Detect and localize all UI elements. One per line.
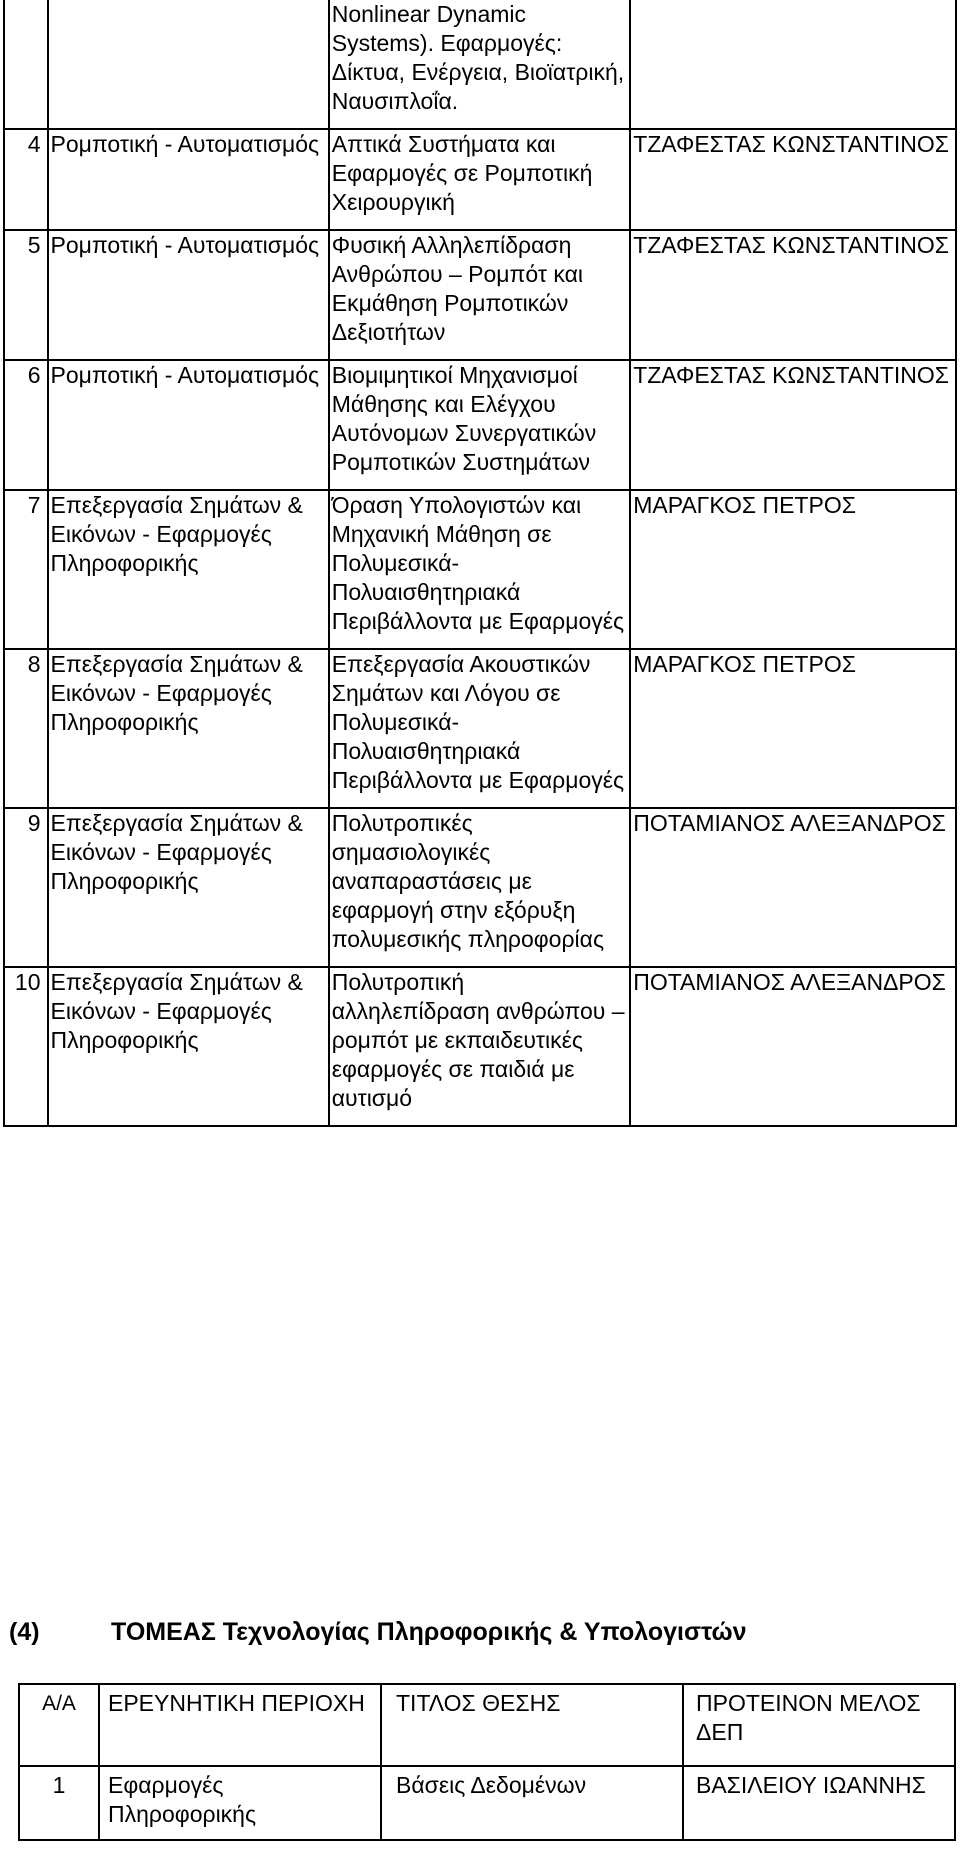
- faculty-member-cell: ΤΖΑΦΕΣΤΑΣ ΚΩΝΣΤΑΝΤΙΝΟΣ: [630, 360, 956, 490]
- research-area-cell: Επεξεργασία Σημάτων & Εικόνων - Εφαρμογές Πληροφορικής: [48, 808, 329, 967]
- research-area-cell: Εφαρμογές Πληροφορικής: [99, 1766, 381, 1840]
- row-number-cell: 4: [4, 129, 48, 230]
- faculty-member-cell: ΜΑΡΑΓΚΟΣ ΠΕΤΡΟΣ: [630, 490, 956, 649]
- research-area-cell: Ρομποτική - Αυτοματισμός: [48, 129, 329, 230]
- table-row: [4, 649, 956, 808]
- positions-table-section4: [18, 1683, 956, 1841]
- row-number-cell: 1: [19, 1766, 99, 1840]
- position-title-cell: Πολυτροπικές σημασιολογικές αναπαραστάσεις με εφαρμογή στην εξόρυξη πολυμεσικής πληροφορίας: [329, 808, 630, 967]
- row-number-cell: 7: [4, 490, 48, 649]
- row-number-cell: 10: [4, 967, 48, 1126]
- table-row: [4, 808, 956, 967]
- section-title: ΤΟΜΕΑΣ Τεχνολογίας Πληροφορικής & Υπολογιστών: [111, 1618, 747, 1646]
- header-cell-research-area: ΕΡΕΥΝΗΤΙΚΗ ΠΕΡΙΟΧΗ: [99, 1684, 381, 1766]
- row-number-cell: 8: [4, 649, 48, 808]
- table-row: [4, 129, 956, 230]
- research-area-cell: [48, 0, 329, 129]
- research-area-cell: Ρομποτική - Αυτοματισμός: [48, 360, 329, 490]
- research-area-cell: Ρομποτική - Αυτοματισμός: [48, 230, 329, 360]
- faculty-member-cell: ΜΑΡΑΓΚΟΣ ΠΕΤΡΟΣ: [630, 649, 956, 808]
- table-row: [4, 490, 956, 649]
- position-title-cell: Nonlinear Dynamic Systems). Εφαρμογές: Δίκτυα, Ενέργεια, Βιοϊατρική, Ναυσιπλοΐα.: [329, 0, 630, 129]
- table-header-row: [19, 1684, 955, 1766]
- table-row: [19, 1766, 955, 1840]
- section-heading: [9, 1617, 747, 1647]
- header-cell-number: Α/Α: [19, 1684, 99, 1766]
- position-title-cell: Βάσεις Δεδομένων: [381, 1766, 683, 1840]
- position-title-cell: Βιομιμητικοί Μηχανισμοί Μάθησης και Ελέγχου Αυτόνομων Συνεργατικών Ρομποτικών Συστημάτων: [329, 360, 630, 490]
- faculty-member-cell: ΤΖΑΦΕΣΤΑΣ ΚΩΝΣΤΑΝΤΙΝΟΣ: [630, 129, 956, 230]
- position-title-cell: Όραση Υπολογιστών και Μηχανική Μάθηση σε Πολυμεσικά-Πολυαισθητηριακά Περιβάλλοντα με Εφαρμογές: [329, 490, 630, 649]
- research-area-cell: Επεξεργασία Σημάτων & Εικόνων - Εφαρμογές Πληροφορικής: [48, 649, 329, 808]
- row-number-cell: [4, 0, 48, 129]
- faculty-member-cell: ΠΟΤΑΜΙΑΝΟΣ ΑΛΕΞΑΝΔΡΟΣ: [630, 967, 956, 1126]
- faculty-member-cell: [630, 0, 956, 129]
- table-row: [4, 230, 956, 360]
- header-cell-position-title: ΤΙΤΛΟΣ ΘΕΣΗΣ: [381, 1684, 683, 1766]
- position-title-cell: Πολυτροπική αλληλεπίδραση ανθρώπου –ρομπότ με εκπαιδευτικές εφαρμογές σε παιδιά με αυτισμό: [329, 967, 630, 1126]
- position-title-cell: Επεξεργασία Ακουστικών Σημάτων και Λόγου σε Πολυμεσικά-Πολυαισθητηριακά Περιβάλλοντα με Εφαρμογές: [329, 649, 630, 808]
- research-area-cell: Επεξεργασία Σημάτων & Εικόνων - Εφαρμογές Πληροφορικής: [48, 967, 329, 1126]
- header-cell-faculty-member: ΠΡΟΤΕΙΝΟΝ ΜΕΛΟΣ ΔΕΠ: [683, 1684, 955, 1766]
- position-title-cell: Φυσική Αλληλεπίδραση Ανθρώπου – Ρομπότ και Εκμάθηση Ρομποτικών Δεξιοτήτων: [329, 230, 630, 360]
- table-row: [4, 360, 956, 490]
- positions-table-continued: [3, 0, 957, 1127]
- faculty-member-cell: ΠΟΤΑΜΙΑΝΟΣ ΑΛΕΞΑΝΔΡΟΣ: [630, 808, 956, 967]
- row-number-cell: 5: [4, 230, 48, 360]
- table-row: [4, 0, 956, 129]
- faculty-member-cell: ΒΑΣΙΛΕΙΟΥ ΙΩΑΝΝΗΣ: [683, 1766, 955, 1840]
- position-title-cell: Απτικά Συστήματα και Εφαρμογές σε Ρομποτική Χειρουργική: [329, 129, 630, 230]
- row-number-cell: 6: [4, 360, 48, 490]
- section-number: (4): [9, 1618, 40, 1646]
- table-row: [4, 967, 956, 1126]
- faculty-member-cell: ΤΖΑΦΕΣΤΑΣ ΚΩΝΣΤΑΝΤΙΝΟΣ: [630, 230, 956, 360]
- research-area-cell: Επεξεργασία Σημάτων & Εικόνων - Εφαρμογές Πληροφορικής: [48, 490, 329, 649]
- row-number-cell: 9: [4, 808, 48, 967]
